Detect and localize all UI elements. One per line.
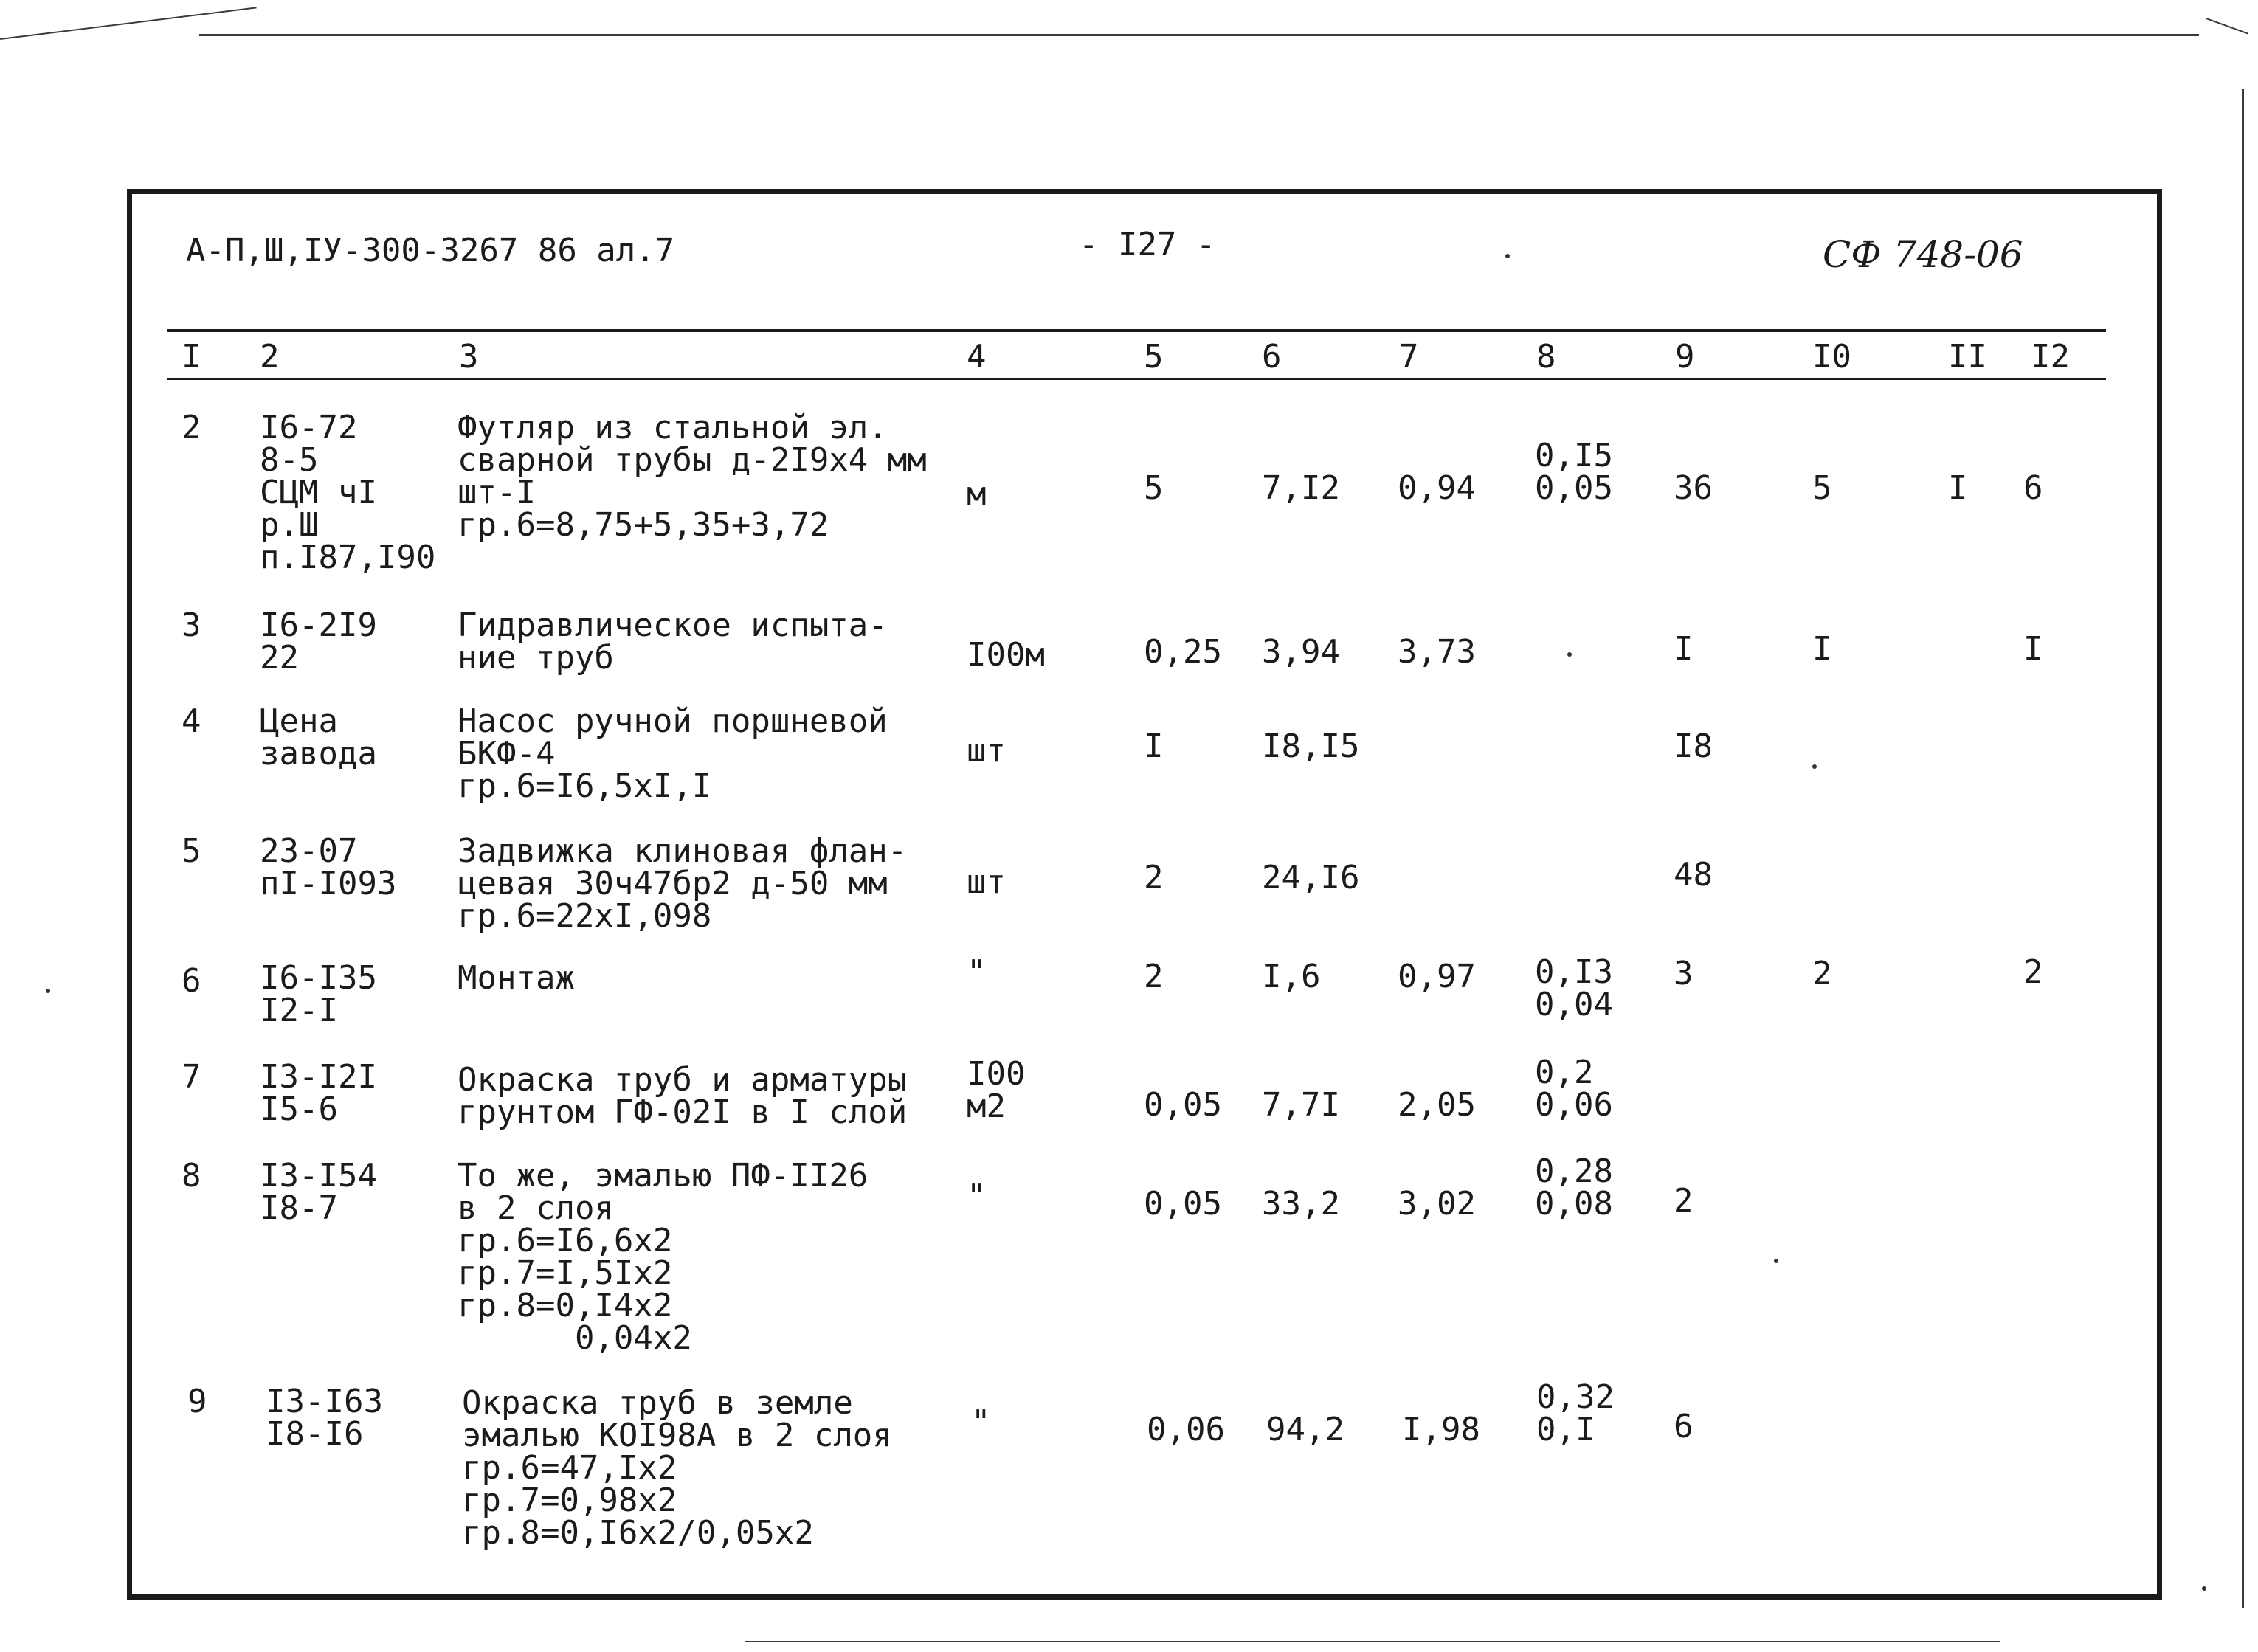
column-number: I2 bbox=[2031, 338, 2070, 376]
row-unit: м bbox=[967, 475, 987, 513]
row-unit: I00 м2 bbox=[967, 1055, 1026, 1125]
scan-speck bbox=[46, 989, 50, 993]
row-description: То же, эмалью ПФ-II26 в 2 слоя гр.6=I6,6х2 гр.7=I,5Iх2 гр.8=0,I4х2 0,04х2 bbox=[458, 1157, 869, 1357]
scan-speck bbox=[2202, 1586, 2206, 1591]
scan-speck bbox=[1774, 1259, 1778, 1263]
row-col-5: 0,25 bbox=[1144, 633, 1222, 671]
column-number: 8 bbox=[1536, 338, 1556, 376]
row-description: Гидравлическое испыта- ние труб bbox=[458, 606, 888, 677]
row-col-5: 0,05 bbox=[1144, 1086, 1222, 1124]
scan-edge-top-right bbox=[2206, 18, 2248, 34]
row-col-7: 0,94 bbox=[1398, 469, 1476, 507]
row-col-8: 0,I5 0,05 bbox=[1535, 437, 1613, 507]
row-col-9: I8 bbox=[1674, 727, 1713, 765]
row-number: 8 bbox=[182, 1157, 201, 1195]
row-col-7: 3,73 bbox=[1398, 633, 1476, 671]
column-number: II bbox=[1948, 338, 1987, 376]
row-col-7: I,98 bbox=[1402, 1411, 1480, 1448]
row-col-6: 94,2 bbox=[1266, 1411, 1344, 1448]
row-description: Монтаж bbox=[458, 959, 575, 997]
scan-edge-bottom bbox=[745, 1641, 2000, 1642]
row-unit: шт bbox=[967, 732, 1006, 770]
row-col-11: I bbox=[1948, 469, 1968, 507]
document-code: А-П,Ш,IУ-300-3267 86 ал.7 bbox=[186, 232, 675, 269]
row-col-9: 3 bbox=[1674, 955, 1694, 992]
row-col-12: I bbox=[2023, 630, 2043, 668]
row-col-5: 0,06 bbox=[1147, 1411, 1225, 1448]
row-number: 4 bbox=[182, 702, 201, 740]
row-number: 9 bbox=[187, 1383, 207, 1420]
row-col-8: 0,28 0,08 bbox=[1535, 1152, 1613, 1223]
row-unit: " bbox=[967, 953, 987, 991]
handwritten-reference: СФ 748-06 bbox=[1823, 233, 2023, 276]
row-col-6: 33,2 bbox=[1262, 1185, 1340, 1223]
row-number: 7 bbox=[182, 1058, 201, 1096]
row-description: Окраска труб в земле эмалью КОI98А в 2 слоя гр.6=47,Iх2 гр.7=0,98х2 гр.8=0,I6х2/0,05х2 bbox=[462, 1384, 892, 1552]
row-description: Насос ручной поршневой БКФ-4 гр.6=I6,5хI,I bbox=[458, 702, 888, 805]
row-col-5: 0,05 bbox=[1144, 1185, 1222, 1223]
row-col-10: I bbox=[1812, 630, 1832, 668]
row-col-12: 6 bbox=[2023, 469, 2043, 507]
row-col-8: 0,I3 0,04 bbox=[1535, 953, 1613, 1023]
scan-edge-top bbox=[199, 34, 2199, 36]
row-reference: Цена завода bbox=[260, 702, 377, 773]
row-description: Окраска труб и арматуры грунтом ГФ-02I в I слой bbox=[458, 1061, 908, 1131]
row-reference: I3-I54 I8-7 bbox=[260, 1157, 377, 1227]
row-col-9: 6 bbox=[1674, 1408, 1694, 1445]
row-unit: шт bbox=[967, 863, 1006, 901]
row-col-9: 48 bbox=[1674, 856, 1713, 894]
row-col-7: 0,97 bbox=[1398, 958, 1476, 995]
column-number: I0 bbox=[1812, 338, 1851, 376]
column-number: 6 bbox=[1262, 338, 1282, 376]
row-col-5: 5 bbox=[1144, 469, 1164, 507]
row-col-5: I bbox=[1144, 727, 1164, 765]
row-unit: I00м bbox=[967, 636, 1045, 674]
row-col-8: 0,32 0,I bbox=[1536, 1378, 1615, 1448]
row-description: Задвижка клиновая флан- цевая 30ч47бр2 д-50 мм гр.6=22хI,098 bbox=[458, 832, 908, 935]
page-number: - I27 - bbox=[1079, 226, 1216, 263]
row-col-5: 2 bbox=[1144, 958, 1164, 995]
row-number: 6 bbox=[182, 962, 201, 1000]
column-number: 7 bbox=[1399, 338, 1419, 376]
row-description: Футляр из стальной эл. сварной трубы д-2I9х4 мм шт-I гр.6=8,75+5,35+3,72 bbox=[458, 409, 927, 544]
row-unit: " bbox=[967, 1178, 987, 1215]
column-number: I bbox=[182, 338, 201, 376]
row-reference: I6-I35 I2-I bbox=[260, 959, 377, 1029]
row-col-12: 2 bbox=[2023, 953, 2043, 991]
column-number: 9 bbox=[1675, 338, 1695, 376]
row-number: 3 bbox=[182, 606, 201, 644]
row-reference: I6-2I9 22 bbox=[260, 606, 377, 677]
scan-speck bbox=[1505, 254, 1510, 258]
row-col-10: 2 bbox=[1812, 955, 1832, 992]
scan-speck bbox=[1812, 764, 1817, 769]
row-col-5: 2 bbox=[1144, 859, 1164, 896]
row-reference: I3-I2I I5-6 bbox=[260, 1058, 377, 1128]
row-col-6: 3,94 bbox=[1262, 633, 1340, 671]
row-col-6: I,6 bbox=[1262, 958, 1321, 995]
scan-speck bbox=[1567, 652, 1572, 657]
column-number: 3 bbox=[459, 338, 479, 376]
row-col-8: 0,2 0,06 bbox=[1535, 1054, 1613, 1124]
row-col-9: 2 bbox=[1674, 1182, 1694, 1220]
row-number: 2 bbox=[182, 409, 201, 446]
column-number: 2 bbox=[260, 338, 280, 376]
row-col-9: 36 bbox=[1674, 469, 1713, 507]
row-unit: " bbox=[971, 1403, 991, 1441]
table-header-top-rule bbox=[167, 329, 2106, 332]
scan-edge-right bbox=[2242, 89, 2244, 1608]
row-col-6: I8,I5 bbox=[1262, 727, 1360, 765]
row-reference: I3-I63 I8-I6 bbox=[266, 1383, 383, 1453]
column-number: 5 bbox=[1144, 338, 1164, 376]
row-col-10: 5 bbox=[1812, 469, 1832, 507]
row-col-7: 3,02 bbox=[1398, 1185, 1476, 1223]
row-col-6: 24,I6 bbox=[1262, 859, 1360, 896]
row-reference: 23-07 пI-I093 bbox=[260, 832, 397, 902]
row-col-7: 2,05 bbox=[1398, 1086, 1476, 1124]
table-header-bottom-rule bbox=[167, 378, 2106, 380]
row-reference: I6-72 8-5 СЦМ чI р.Ш п.I87,I90 bbox=[260, 409, 436, 576]
column-number: 4 bbox=[967, 338, 987, 376]
row-col-9: I bbox=[1674, 630, 1694, 668]
row-number: 5 bbox=[182, 832, 201, 870]
row-col-6: 7,I2 bbox=[1262, 469, 1340, 507]
row-col-6: 7,7I bbox=[1262, 1086, 1340, 1124]
